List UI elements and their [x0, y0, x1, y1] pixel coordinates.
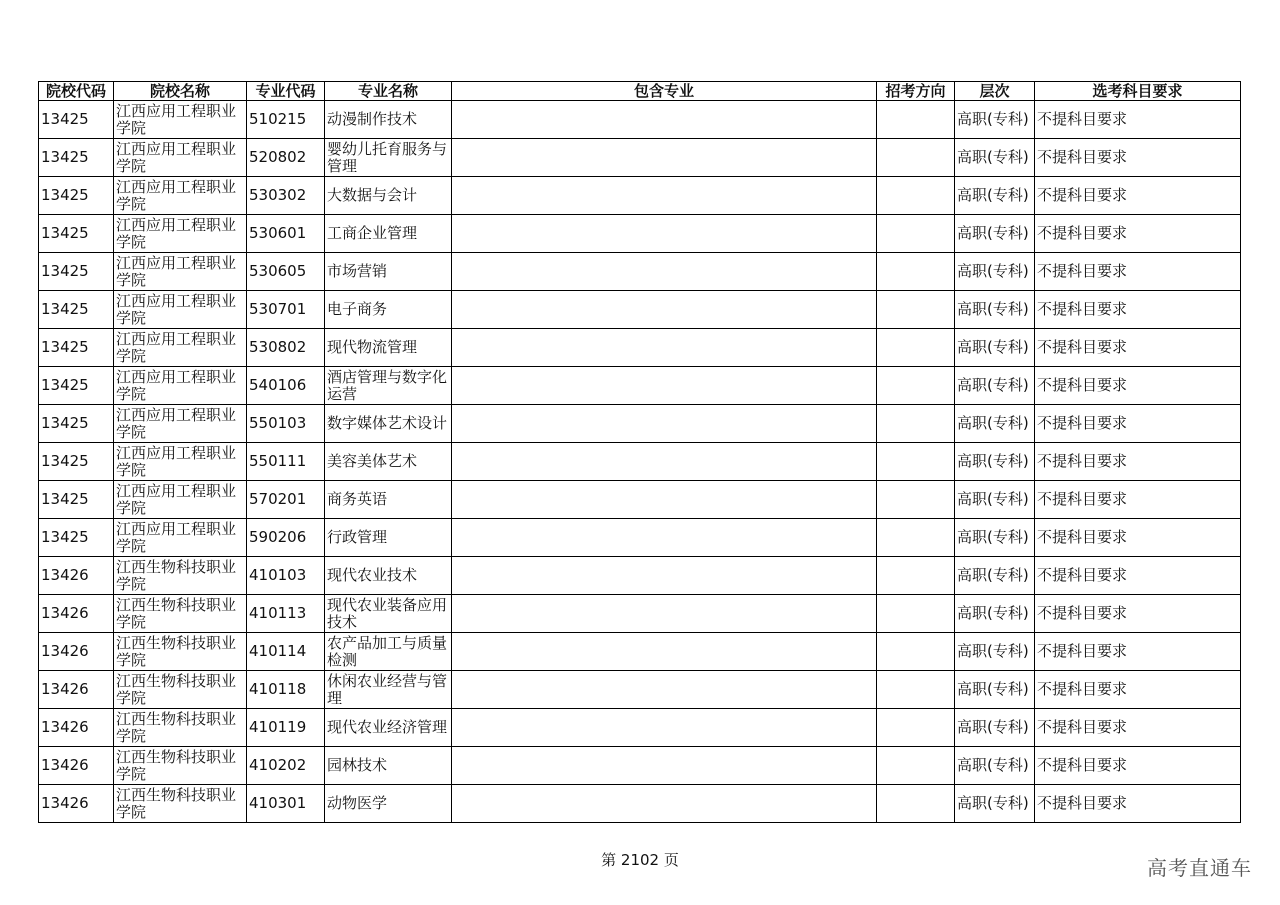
table-row [39, 215, 1241, 253]
included-majors-cell [452, 215, 877, 253]
major-name-cell: 现代农业技术 [325, 557, 452, 595]
included-majors-cell [452, 291, 877, 329]
major-code-cell: 530302 [247, 177, 325, 215]
direction-cell [877, 747, 955, 785]
level-cell: 高职(专科) [955, 671, 1035, 709]
major-code-cell: 590206 [247, 519, 325, 557]
subject-requirement-cell: 不提科目要求 [1035, 557, 1241, 595]
major-name-cell: 动物医学 [325, 785, 452, 823]
school-name-cell: 江西生物科技职业学院 [114, 709, 247, 747]
major-code-cell: 510215 [247, 101, 325, 139]
direction-cell [877, 633, 955, 671]
major-code-cell: 530601 [247, 215, 325, 253]
school-name-cell: 江西应用工程职业学院 [114, 405, 247, 443]
school-name-cell: 江西生物科技职业学院 [114, 595, 247, 633]
included-majors-cell [452, 367, 877, 405]
school-code-cell: 13426 [39, 633, 114, 671]
included-majors-cell [452, 747, 877, 785]
major-code-cell: 530802 [247, 329, 325, 367]
included-majors-cell [452, 633, 877, 671]
subject-requirement-cell: 不提科目要求 [1035, 671, 1241, 709]
admissions-table [38, 81, 1241, 823]
school-code-cell: 13426 [39, 595, 114, 633]
direction-cell [877, 785, 955, 823]
school-code-cell: 13426 [39, 747, 114, 785]
major-name-cell: 美容美体艺术 [325, 443, 452, 481]
table-row [39, 139, 1241, 177]
table-row [39, 481, 1241, 519]
major-name-cell: 园林技术 [325, 747, 452, 785]
page-number: 第 2102 页 [601, 851, 679, 869]
major-code-cell: 410119 [247, 709, 325, 747]
school-code-cell: 13425 [39, 481, 114, 519]
header-direction: 招考方向 [877, 82, 955, 101]
subject-requirement-cell: 不提科目要求 [1035, 329, 1241, 367]
school-name-cell: 江西生物科技职业学院 [114, 557, 247, 595]
included-majors-cell [452, 177, 877, 215]
table-row [39, 785, 1241, 823]
included-majors-cell [452, 139, 877, 177]
school-code-cell: 13425 [39, 139, 114, 177]
level-cell: 高职(专科) [955, 785, 1035, 823]
school-code-cell: 13425 [39, 443, 114, 481]
major-code-cell: 410103 [247, 557, 325, 595]
major-name-cell: 酒店管理与数字化运营 [325, 367, 452, 405]
subject-requirement-cell: 不提科目要求 [1035, 709, 1241, 747]
major-code-cell: 530701 [247, 291, 325, 329]
major-code-cell: 520802 [247, 139, 325, 177]
table-row [39, 595, 1241, 633]
school-code-cell: 13426 [39, 671, 114, 709]
major-code-cell: 410301 [247, 785, 325, 823]
school-name-cell: 江西应用工程职业学院 [114, 367, 247, 405]
major-code-cell: 410114 [247, 633, 325, 671]
school-name-cell: 江西应用工程职业学院 [114, 101, 247, 139]
level-cell: 高职(专科) [955, 291, 1035, 329]
major-code-cell: 530605 [247, 253, 325, 291]
level-cell: 高职(专科) [955, 405, 1035, 443]
subject-requirement-cell: 不提科目要求 [1035, 443, 1241, 481]
included-majors-cell [452, 519, 877, 557]
school-code-cell: 13426 [39, 709, 114, 747]
major-name-cell: 市场营销 [325, 253, 452, 291]
header-level: 层次 [955, 82, 1035, 101]
major-name-cell: 现代农业装备应用技术 [325, 595, 452, 633]
table-row [39, 177, 1241, 215]
table-row [39, 747, 1241, 785]
level-cell: 高职(专科) [955, 367, 1035, 405]
major-code-cell: 540106 [247, 367, 325, 405]
direction-cell [877, 177, 955, 215]
level-cell: 高职(专科) [955, 557, 1035, 595]
school-name-cell: 江西应用工程职业学院 [114, 519, 247, 557]
major-name-cell: 现代农业经济管理 [325, 709, 452, 747]
subject-requirement-cell: 不提科目要求 [1035, 101, 1241, 139]
major-name-cell: 婴幼儿托育服务与管理 [325, 139, 452, 177]
level-cell: 高职(专科) [955, 481, 1035, 519]
direction-cell [877, 253, 955, 291]
direction-cell [877, 329, 955, 367]
subject-requirement-cell: 不提科目要求 [1035, 177, 1241, 215]
school-code-cell: 13425 [39, 215, 114, 253]
major-code-cell: 410118 [247, 671, 325, 709]
direction-cell [877, 139, 955, 177]
school-name-cell: 江西生物科技职业学院 [114, 747, 247, 785]
subject-requirement-cell: 不提科目要求 [1035, 253, 1241, 291]
subject-requirement-cell: 不提科目要求 [1035, 785, 1241, 823]
school-name-cell: 江西生物科技职业学院 [114, 671, 247, 709]
direction-cell [877, 519, 955, 557]
included-majors-cell [452, 709, 877, 747]
school-name-cell: 江西应用工程职业学院 [114, 139, 247, 177]
school-name-cell: 江西应用工程职业学院 [114, 253, 247, 291]
major-code-cell: 410113 [247, 595, 325, 633]
school-code-cell: 13425 [39, 367, 114, 405]
school-code-cell: 13425 [39, 291, 114, 329]
direction-cell [877, 709, 955, 747]
header-school-name: 院校名称 [114, 82, 247, 101]
major-code-cell: 410202 [247, 747, 325, 785]
subject-requirement-cell: 不提科目要求 [1035, 633, 1241, 671]
header-school-code: 院校代码 [39, 82, 114, 101]
table-row [39, 101, 1241, 139]
subject-requirement-cell: 不提科目要求 [1035, 481, 1241, 519]
included-majors-cell [452, 101, 877, 139]
direction-cell [877, 215, 955, 253]
major-name-cell: 现代物流管理 [325, 329, 452, 367]
major-name-cell: 农产品加工与质量检测 [325, 633, 452, 671]
school-name-cell: 江西应用工程职业学院 [114, 215, 247, 253]
table-row [39, 633, 1241, 671]
major-code-cell: 550111 [247, 443, 325, 481]
major-name-cell: 数字媒体艺术设计 [325, 405, 452, 443]
level-cell: 高职(专科) [955, 139, 1035, 177]
direction-cell [877, 557, 955, 595]
major-name-cell: 休闲农业经营与管理 [325, 671, 452, 709]
level-cell: 高职(专科) [955, 253, 1035, 291]
school-name-cell: 江西应用工程职业学院 [114, 443, 247, 481]
included-majors-cell [452, 671, 877, 709]
level-cell: 高职(专科) [955, 747, 1035, 785]
major-name-cell: 大数据与会计 [325, 177, 452, 215]
direction-cell [877, 671, 955, 709]
school-name-cell: 江西应用工程职业学院 [114, 291, 247, 329]
included-majors-cell [452, 557, 877, 595]
included-majors-cell [452, 785, 877, 823]
direction-cell [877, 101, 955, 139]
major-code-cell: 550103 [247, 405, 325, 443]
level-cell: 高职(专科) [955, 633, 1035, 671]
school-code-cell: 13425 [39, 177, 114, 215]
school-name-cell: 江西应用工程职业学院 [114, 329, 247, 367]
school-name-cell: 江西应用工程职业学院 [114, 177, 247, 215]
subject-requirement-cell: 不提科目要求 [1035, 291, 1241, 329]
level-cell: 高职(专科) [955, 519, 1035, 557]
header-major-code: 专业代码 [247, 82, 325, 101]
header-major-name: 专业名称 [325, 82, 452, 101]
major-code-cell: 570201 [247, 481, 325, 519]
level-cell: 高职(专科) [955, 329, 1035, 367]
major-name-cell: 行政管理 [325, 519, 452, 557]
school-code-cell: 13425 [39, 405, 114, 443]
school-name-cell: 江西生物科技职业学院 [114, 633, 247, 671]
watermark-text: 高考直通车 [1147, 856, 1252, 880]
table-row [39, 329, 1241, 367]
table-row [39, 367, 1241, 405]
subject-requirement-cell: 不提科目要求 [1035, 215, 1241, 253]
subject-requirement-cell: 不提科目要求 [1035, 405, 1241, 443]
included-majors-cell [452, 329, 877, 367]
table-row [39, 291, 1241, 329]
major-name-cell: 动漫制作技术 [325, 101, 452, 139]
table-row [39, 709, 1241, 747]
table-row [39, 557, 1241, 595]
subject-requirement-cell: 不提科目要求 [1035, 367, 1241, 405]
school-name-cell: 江西生物科技职业学院 [114, 785, 247, 823]
direction-cell [877, 405, 955, 443]
school-code-cell: 13426 [39, 557, 114, 595]
school-code-cell: 13425 [39, 329, 114, 367]
table-row [39, 671, 1241, 709]
included-majors-cell [452, 405, 877, 443]
school-code-cell: 13425 [39, 253, 114, 291]
direction-cell [877, 481, 955, 519]
school-code-cell: 13426 [39, 785, 114, 823]
table-row [39, 519, 1241, 557]
level-cell: 高职(专科) [955, 709, 1035, 747]
direction-cell [877, 595, 955, 633]
school-code-cell: 13425 [39, 101, 114, 139]
direction-cell [877, 443, 955, 481]
subject-requirement-cell: 不提科目要求 [1035, 595, 1241, 633]
school-name-cell: 江西应用工程职业学院 [114, 481, 247, 519]
header-row [39, 82, 1241, 101]
level-cell: 高职(专科) [955, 595, 1035, 633]
included-majors-cell [452, 443, 877, 481]
included-majors-cell [452, 481, 877, 519]
subject-requirement-cell: 不提科目要求 [1035, 519, 1241, 557]
header-subject-requirement: 选考科目要求 [1035, 82, 1241, 101]
header-included-majors: 包含专业 [452, 82, 877, 101]
table-row [39, 443, 1241, 481]
level-cell: 高职(专科) [955, 177, 1035, 215]
major-name-cell: 工商企业管理 [325, 215, 452, 253]
major-name-cell: 商务英语 [325, 481, 452, 519]
school-code-cell: 13425 [39, 519, 114, 557]
subject-requirement-cell: 不提科目要求 [1035, 139, 1241, 177]
direction-cell [877, 291, 955, 329]
table-row [39, 253, 1241, 291]
subject-requirement-cell: 不提科目要求 [1035, 747, 1241, 785]
direction-cell [877, 367, 955, 405]
level-cell: 高职(专科) [955, 215, 1035, 253]
included-majors-cell [452, 595, 877, 633]
level-cell: 高职(专科) [955, 443, 1035, 481]
table-row [39, 405, 1241, 443]
major-name-cell: 电子商务 [325, 291, 452, 329]
included-majors-cell [452, 253, 877, 291]
level-cell: 高职(专科) [955, 101, 1035, 139]
